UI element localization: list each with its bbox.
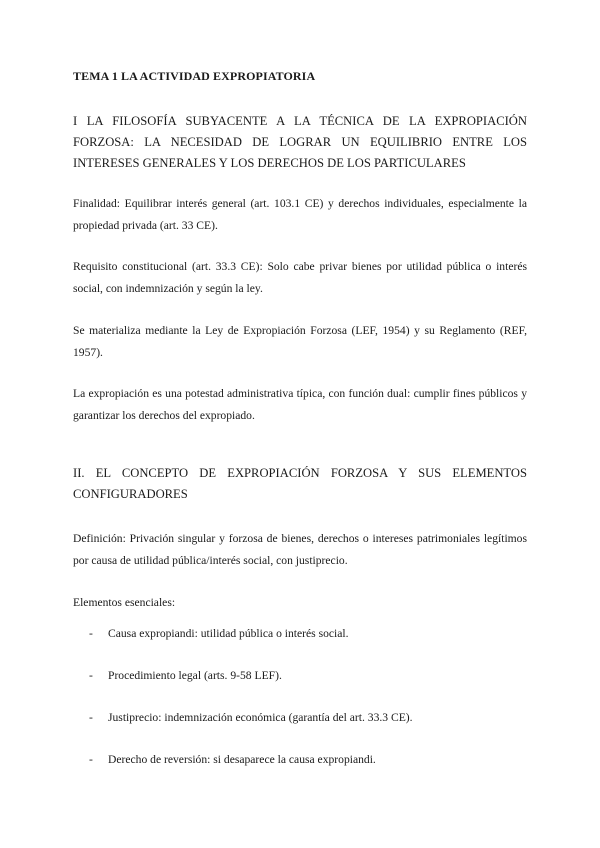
section-1-paragraph-potestad: La expropiación es una potestad administrativa típica, con función dual: cumplir fines públicos y garantizar los derechos del expropiado. [73, 387, 527, 422]
list-item-text: Procedimiento legal (arts. 9-58 LEF). [108, 669, 282, 682]
section-1-paragraph-requisito: Requisito constitucional (art. 33.3 CE): Solo cabe privar bienes por utilidad pública o interés social, con indemnización y según la ley. [73, 260, 527, 295]
list-bullet: - [89, 711, 93, 724]
section-1-paragraph-ley: Se materializa mediante la Ley de Expropiación Forzosa (LEF, 1954) y su Reglamento (REF, 1957). [73, 324, 527, 359]
list-item-text: Derecho de reversión: si desaparece la causa expropiandi. [108, 753, 376, 766]
section-2-heading: II. EL CONCEPTO DE EXPROPIACIÓN FORZOSA Y SUS ELEMENTOS CONFIGURADORES [73, 466, 527, 501]
list-bullet: - [89, 753, 93, 766]
list-item [89, 752, 519, 768]
list-item [89, 626, 519, 642]
list-item [89, 668, 519, 684]
list-bullet: - [89, 669, 93, 682]
section-1-paragraph-finalidad: Finalidad: Equilibrar interés general (art. 103.1 CE) y derechos individuales, especialmente la propiedad privada (art. 33 CE). [73, 197, 527, 232]
section-2-definition: Definición: Privación singular y forzosa de bienes, derechos o intereses patrimoniales legítimos por causa de utilidad pública/interés social, con justiprecio. [73, 532, 527, 567]
section-1-heading: I LA FILOSOFÍA SUBYACENTE A LA TÉCNICA DE LA EXPROPIACIÓN FORZOSA: LA NECESIDAD DE LOGRAR UN EQUILIBRIO ENTRE LOS INTERESES GENERALES Y LOS DERECHOS DE LOS PARTICULARES [73, 114, 527, 170]
list-item-text: Causa expropiandi: utilidad pública o interés social. [108, 627, 349, 640]
list-item-text: Justiprecio: indemnización económica (garantía del art. 33.3 CE). [108, 711, 413, 724]
list-bullet: - [89, 627, 93, 640]
elements-label: Elementos esenciales: [73, 596, 176, 609]
list-item [89, 710, 519, 726]
document-title: TEMA 1 LA ACTIVIDAD EXPROPIATORIA [73, 69, 316, 83]
